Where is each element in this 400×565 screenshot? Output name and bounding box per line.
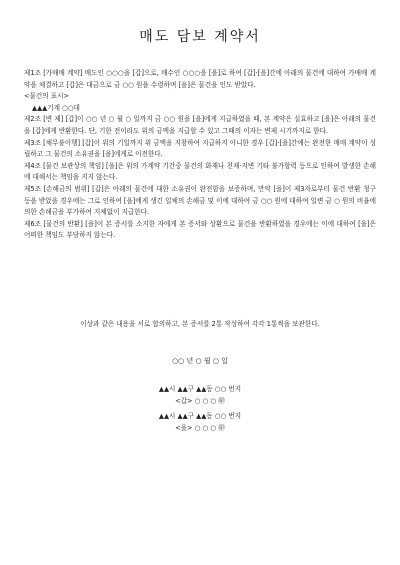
clause-6: 제6조 [물건의 반환] [을]이 본 증서를 소지한 자에게 본 증서와 상환으로 물건을 반환하였을 경우에는 이에 대하여 [을]은 어떠한 책임도 부담하지 않는다. xyxy=(24,219,376,240)
party-a-block xyxy=(0,383,400,407)
party-b-block xyxy=(0,410,400,434)
item-line: ▲▲▲기계 ○○대 xyxy=(32,103,80,112)
clause-4: 제4조 [물건 보관상의 책임] [을]은 위의 가계약 기간중 물건의 화재나 천재·지변 기타 불가항력 등으로 인하여 발생한 손해에 대해서는 책임을 지지 않는다. xyxy=(24,161,376,182)
clause-1: 제1조 [가매매 계약] 매도인 ○○○을 [갑]으로, 매수인 ○○○을 [을]로 하여 [갑]·[을]간에 아래의 물건에 대하여 가매매 계약을 체결하고 [갑]은 대금으로 금 ○○ 원을 수령하며 [을]은 물건을 인도 받았다. xyxy=(24,69,376,89)
clause-5: 제5조 [손해금의 범위] [갑]은 아래의 물건에 대한 소유권이 완전함을 보증하며, 만약 [을]이 제3자로부터 물건 반환 청구 등을 받았을 경우에는 그로 인하여 [을]에게 생긴 일체의 손해금 및 이에 대하여 금 ○○ 원에 대하여 일변 금 ○ 원의 비율에 의한 손해금을 부가하여 지체없이 지급한다. xyxy=(24,184,376,217)
party-b-address: ▲▲시 ▲▲구 ▲▲동 ○○ 번지 xyxy=(158,412,242,420)
party-a-name: <갑> ○ ○ ○ ㊞ xyxy=(175,397,225,405)
clause-2: 제2조 [변 제] [갑]이 ○○ 년 ○ 월 ○ 일까지 금 ○○ 원을 [을]에게 지급하였을 때, 본 계약은 실효하고 [을]은 아래의 물건을 [갑]에게 반환한다. 단, 기한 전이라도 위의 금액을 지급할 수 있고 그때의 이자는 변제 시기까지로 한다. xyxy=(24,115,376,135)
contract-date: ○○ 년 ○ 월 ○ 일 xyxy=(172,357,228,365)
page-title: 매도 담보 계약서 xyxy=(139,29,261,45)
contract-body xyxy=(24,68,376,242)
closing-statement: 이상과 같은 내용을 서로 합의하고, 본 증서를 2통 작성하여 각각 1통씩을 보관한다. xyxy=(80,320,320,328)
party-b-name: <을> ○ ○ ○ ㊞ xyxy=(175,424,225,432)
item-header: <물건의 표시> xyxy=(24,92,69,101)
party-a-address: ▲▲시 ▲▲구 ▲▲동 ○○ 번지 xyxy=(158,385,242,393)
clause-3: 제3조 [채무불이행] [갑]이 위의 기일까지 위 금액을 지참하여 지급하지 아니한 경우 [갑]·[을]간에는 완전한 매매 계약이 성립하고 그 물건의 소유권을 [을]에게로 이전한다. xyxy=(24,138,376,159)
